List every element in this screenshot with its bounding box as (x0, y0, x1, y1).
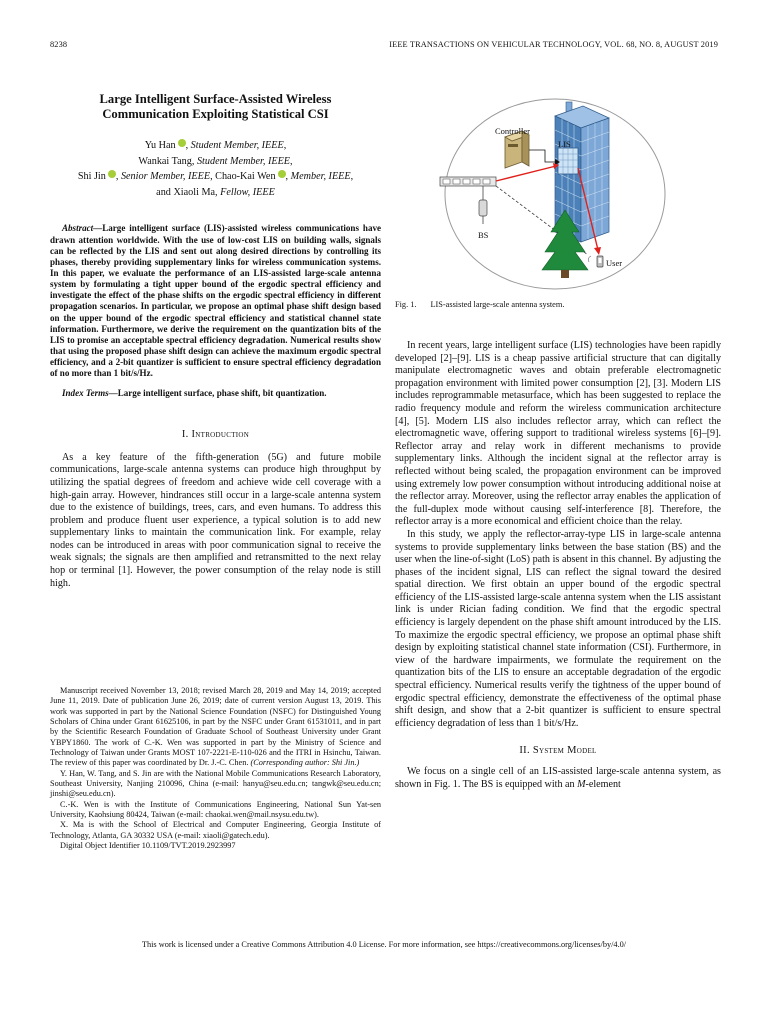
author-name: Shi Jin (77, 171, 106, 183)
intro-paragraph-3: In this study, we apply the reflector-array-type LIS in large-scale antenna systems to provide supplementary links between the base station (BS) and the user when the line-of-sight (LoS) path is absent in this channel. By adjusting the phases of the incident signal, LIS can reflect the signal toward the desired spatial direction. We first obtain an upper bound of the ergodic spectral efficiency of the LIS-assisted large-scale antenna system when the LIS assistant link is under Rician fading condition. We find that the ergodic spectral efficiency is largely dependent on the phase shift amount introduced by the LIS. To maximize the ergodic spectral efficiency, we propose an optimal phase shift design by exploiting statistical channel state information (CSI). Furthermore, in view of the hardware impairments, we formulate the requirement on the quantization bits of the LIS to ensure an acceptable degradation of the ergodic spectral efficiency. Numerical results verify the tightness of the upper bound of ergodic spectral efficiency, demonstrate the effectiveness of the optimal phase shift design, and show that a 2-bit quantizer is sufficient to ensure spectral efficiency degradation of less than 1 bit/s/Hz. (395, 528, 721, 729)
index-terms-label: Index Terms (62, 387, 109, 398)
title-line-2: Communication Exploiting Statistical CSI (102, 107, 329, 121)
system-model-paragraph: We focus on a single cell of an LIS-assisted large-scale antenna system, as shown in Fig. 1. The BS is equipped with an M-element (395, 766, 721, 790)
footnote-manuscript: Manuscript received November 13, 2018; revised March 28, 2019 and May 14, 2019; accepted June 11, 2019. Date of publication June 26, 2019; date of current version August 13, 2019. This work was supported in part by the National Science Foundation (NSFC) for Distinguished Young Scholars of China under Grant 61625106, in part by the NSFC under Grant 61531011, and in part by the Scientific Research Foundation of Graduate School of Southeast University under Grant YBPY1860. The work of C.-K. Wen was supported in part by the Ministry of Science and Technology of Taiwan under Grants MOST 107-2221-E-110-026 and the ITRI in Hsinchu, Taiwan. The review of this paper was coordinated by Dr. J.-C. Chen. (Corresponding author: Shi Jin.) (50, 686, 381, 768)
author-name: Yu Han (144, 140, 176, 151)
author-name: Wankai Tang (138, 155, 192, 167)
label-user: User (606, 258, 623, 268)
right-column (395, 92, 721, 792)
author-list: Yu Han , Student Member, IEEE, Wankai Tang, Student Member, IEEE, Shi Jin , Senior Member, IEEE, Chao-Kai Wen , Member, IEEE, and Xiaoli Ma, Fellow, IEEE (77, 140, 354, 198)
abstract-text: —Large intelligent surface (LIS)-assisted wireless communications have drawn attention worldwide. With the use of low-cost LIS on building walls, signals can be reflected by the LIS and sent out along desired directions by controlling its phases, thereby providing supplementary links for wireless communication systems. In this paper, we evaluate the performance of an LIS-assisted large-scale antenna system by formulating a tight upper bound of the ergodic spectral efficiency and investigate the effect of the phase shifts on the ergodic spectral efficiency in different propagation scenarios. In particular, we propose an optimal phase shift design based on the upper bound of the ergodic spectral efficiency and statistical channel state information. Furthermore, we derive the requirement on the quantization bits of the LIS to promise an acceptable spectral efficiency degradation. Numerical results show that using the proposed phase shift design can achieve the maximum ergodic spectral efficiency, and a 2-bit quantizer is sufficient to ensure spectral efficiency degradation of no more than 1 bit/s/Hz. (50, 223, 381, 379)
footnote-affiliation-3: X. Ma is with the School of Electrical and Computer Engineering, Georgia Institute of Technology, Atlanta, GA 30332 USA (e-mail: xiaoli@gatech.edu). (50, 820, 381, 840)
label-controller: Controller (495, 126, 530, 136)
section-heading-introduction: I. Introduction (181, 428, 250, 440)
author-role: Student Member, IEEE (196, 155, 291, 167)
figure-1 (395, 92, 721, 290)
paper-title (50, 92, 381, 122)
author-role: Fellow, IEEE (220, 186, 275, 198)
abstract-label: Abstract (62, 223, 94, 234)
author-name: Xiaoli Ma (173, 186, 216, 198)
footnote-affiliation-2: C.-K. Wen is with the Institute of Communications Engineering, National Sun Yat-sen University, Kaohsiung 80424, Taiwan (e-mail: chaokai.wen@mail.nsysu.edu.tw). (50, 799, 381, 820)
orcid-icon[interactable] (278, 170, 286, 178)
system-diagram (395, 92, 721, 290)
footnote (50, 686, 381, 852)
index-terms (50, 388, 381, 399)
caption-number: Fig. 1. (395, 300, 417, 309)
section-heading-system-model: II. System Model (519, 745, 597, 757)
label-lis: LIS (558, 139, 571, 149)
author-role: Member, IEEE (290, 171, 351, 183)
abstract (50, 223, 381, 379)
author-name: Chao-Kai Wen (215, 171, 276, 183)
label-bs: BS (478, 230, 489, 240)
license-notice: This work is licensed under a Creative Commons Attribution 4.0 License. For more information, see https://creativecommons.org/licenses/by/4.0/ (141, 940, 627, 949)
author-role: Student Member, IEEE (190, 140, 284, 151)
intro-paragraph-2: In recent years, large intelligent surface (LIS) technologies have been rapidly developed [2]–[9]. LIS is a cheap passive artificial structure that can digitally manipulate electromagnetic waves and obtain preferable electromagnetic propagation environment with limited power consumption [2], [3]. Modern LIS includes reprogrammable metasurface, which has been suggested to replace the radio frequency module and reform the wireless communication architecture [4], [5]. Modern LIS also includes reflector array, which can reflect the electromagnetic wave, offering support to traditional wireless systems [6]–[9]. Reflector array and relay work in different mechanisms to provide supplementary links. Although the incident signal at the reflector array is reflected without being scaled, the propagation environment can be improved using extremely low power consumption without introducing additional noise at the reflector array. Moreover, using the reflector array enables the application of the full-duplex mode without causing self-interference [8]. Therefore, the reflector array is a more economical and efficient choice than the relay. (395, 340, 721, 528)
left-column (50, 92, 381, 590)
index-terms-text: —Large intelligent surface, phase shift, bit quantization. (108, 387, 327, 398)
orcid-icon[interactable] (108, 170, 116, 178)
author-role: Senior Member, IEEE (120, 171, 211, 183)
footnote-affiliation-1: Y. Han, W. Tang, and S. Jin are with the National Mobile Communications Research Laboratory, Southeast University, Nanjing 210096, China (e-mail: hanyu@seu.edu.cn; tangwk@seu.edu.cn; jinshi@seu.edu.cn). (50, 768, 381, 799)
controller-icon (505, 131, 529, 168)
orcid-icon[interactable] (178, 139, 186, 147)
page-number: 8238 (50, 40, 68, 49)
title-line-1: Large Intelligent Surface-Assisted Wireless (99, 92, 332, 106)
figure-caption (395, 300, 721, 309)
footnote-doi: Digital Object Identifier 10.1109/TVT.2019.2923997 (60, 841, 236, 851)
bs-array (440, 177, 496, 186)
right-body (395, 340, 721, 792)
intro-paragraph: As a key feature of the fifth-generation (5G) and future mobile communications, large-scale antenna systems can produce high throughput by utilizing the spatial degrees of freedom and achieve wide cell coverage with a high-gain array. However, hindrances still occur in a large-scale antenna system due to the existence of buildings, trees, cars, and even humans. To address this problem and produce fluent user experience, a typical solution is to add new supplementary links to maintain the communication link. For example, relay nodes can be introduced in areas with poor communication signal to receive the weak signals; the signals are then amplified and retransmitted to the next relay hop or terminal [1]. However, the power consumption of the relay node is still high. (50, 451, 381, 589)
caption-text: LIS-assisted large-scale antenna system. (430, 300, 565, 309)
journal-header: IEEE TRANSACTIONS ON VEHICULAR TECHNOLOGY, VOL. 68, NO. 8, AUGUST 2019 (389, 40, 718, 49)
